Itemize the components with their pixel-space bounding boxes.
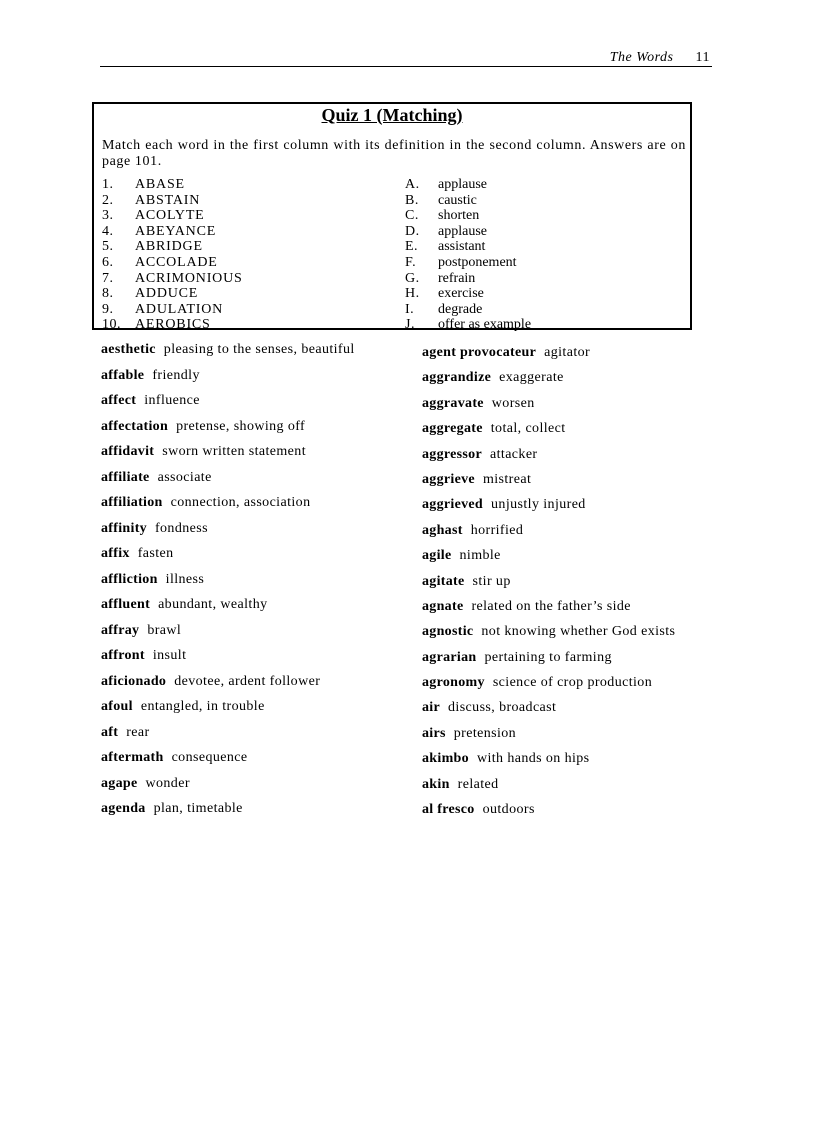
quiz-definition-row [405,177,531,193]
glossary-entry [422,726,717,742]
entry-definition: illness [165,571,205,587]
glossary-entry [422,421,717,437]
glossary-entry [101,776,391,792]
quiz-word: AEROBICS [135,317,211,333]
entry-definition: agitator [544,345,591,360]
entry-headword: aggrandize [422,370,492,386]
entry-headword: aggrieved [422,497,484,513]
glossary-entry [422,777,717,793]
entry-definition: rear [126,724,150,740]
quiz-definition: caustic [438,192,477,208]
entry-definition: fondness [154,520,208,536]
glossary-entry [101,623,391,639]
entry-definition: related [457,776,499,792]
quiz-definition-letter: G. [405,270,420,286]
entry-headword: affluent [101,597,151,612]
entry-headword: aggravate [422,395,484,411]
quiz-definition-letter: E. [405,239,419,255]
running-header [100,50,710,66]
entry-definition: stir up [472,573,511,589]
glossary-entry [422,548,717,564]
entry-definition: insult [152,648,187,663]
quiz-word-row [102,239,243,255]
glossary-entry [422,700,717,716]
glossary-right-column [422,345,717,827]
quiz-definition: degrade [438,301,483,317]
entry-definition: horrified [470,522,524,538]
quiz-word-row [102,255,243,271]
entry-headword: aggrieve [422,471,475,487]
glossary-entry [422,472,717,488]
quiz-definition: exercise [438,286,484,302]
quiz-word-number: 5. [102,239,114,255]
quiz-word-row [102,286,243,302]
quiz-definition-row [405,271,531,287]
entry-headword: affectation [101,418,169,434]
entry-definition: unjustly injured [491,497,586,513]
entry-definition: pretension [453,725,517,741]
entry-definition: worsen [491,395,535,411]
entry-definition: attacker [490,446,538,462]
glossary-entry [101,648,391,664]
quiz-word-row [102,193,243,209]
quiz-word: ACOLYTE [135,208,205,224]
quiz-definition: assistant [438,239,486,255]
entry-headword: affix [101,546,130,561]
entry-definition: related on the father’s side [471,598,631,614]
glossary-entry [101,674,391,690]
quiz-definition-column [405,177,531,333]
entry-headword: aficionado [101,673,167,689]
glossary-entry [422,497,717,513]
quiz-definition-letter: I. [405,301,415,317]
entry-headword: aghast [422,522,463,538]
glossary-entry [101,495,391,511]
quiz-word-number: 1. [102,177,114,192]
entry-headword: aggregate [422,421,483,437]
entry-definition: fasten [137,546,174,561]
entry-definition: with hands on hips [476,751,590,767]
quiz-word: ABEYANCE [135,223,217,239]
glossary-entry [101,572,391,588]
quiz-word-number: 9. [102,301,114,317]
quiz-word: ACRIMONIOUS [135,270,243,286]
glossary-entry [101,393,391,409]
quiz-word-number: 2. [102,192,114,208]
entry-definition: wonder [145,775,190,791]
entry-headword: agitate [422,573,465,589]
glossary-entry [101,521,391,537]
entry-headword: affable [101,367,145,383]
glossary-entry [422,574,717,590]
quiz-word-row [102,208,243,224]
entry-definition: not knowing whether God exists [481,624,676,640]
glossary-entry [101,342,391,358]
quiz-definition-letter: F. [405,254,417,270]
entry-headword: agronomy [422,675,485,691]
quiz-word-number: 10. [102,317,121,333]
entry-definition: entangled, in trouble [140,699,265,714]
quiz-word-number: 7. [102,270,114,286]
entry-definition: friendly [152,367,200,383]
glossary-entry [101,699,391,715]
quiz-definition-letter: C. [405,208,419,224]
quiz-word-row [102,271,243,287]
glossary-entry [422,802,717,818]
quiz-definition-row [405,317,531,333]
quiz-word-column [102,177,243,333]
glossary-entry [422,523,717,539]
entry-definition: connection, association [170,495,311,510]
quiz-definition-row [405,193,531,209]
entry-headword: affray [101,622,140,638]
page-number: 11 [695,50,710,65]
entry-headword: afoul [101,699,133,714]
quiz-definition-row [405,239,531,255]
quiz-definition: applause [438,177,487,192]
glossary-entry [101,801,391,817]
glossary-entry [422,370,717,386]
entry-headword: agnostic [422,624,474,640]
glossary-entry [422,447,717,463]
entry-headword: air [422,700,441,716]
entry-headword: al fresco [422,802,475,818]
entry-headword: affiliation [101,495,163,510]
glossary-entry [101,419,391,435]
glossary-entry [101,597,391,613]
entry-definition: discuss, broadcast [448,700,557,716]
glossary-entry [101,470,391,486]
entry-definition: devotee, ardent follower [174,673,321,689]
quiz-box [92,102,692,333]
quiz-instructions: Match each word in the first column with its definition in the second column. Answers are on page 101. [102,138,686,169]
quiz-word: ABRIDGE [135,239,203,255]
entry-headword: aggressor [422,446,482,462]
entry-headword: aesthetic [101,342,156,357]
section-title: The Words [609,50,674,65]
entry-headword: akimbo [422,751,469,767]
quiz-definition-letter: D. [405,223,420,239]
entry-definition: nimble [459,548,501,564]
quiz-definition-letter: A. [405,177,420,192]
glossary-entry [422,675,717,691]
quiz-word-number: 4. [102,223,114,239]
entry-definition: brawl [147,622,182,638]
entry-definition: mistreat [482,471,532,487]
glossary-entry [101,546,391,562]
glossary-entry [422,650,717,666]
entry-headword: agile [422,548,452,564]
quiz-word: ADULATION [135,301,224,317]
entry-headword: aft [101,724,119,740]
entry-definition: plan, timetable [153,801,243,816]
entry-headword: agent provocateur [422,345,537,360]
quiz-word: ABASE [135,177,185,192]
entry-definition: pertaining to farming [484,649,612,665]
entry-definition: sworn written statement [162,444,306,459]
entry-headword: affinity [101,520,147,536]
quiz-definition-letter: B. [405,192,419,208]
quiz-definition-row [405,255,531,271]
entry-headword: agape [101,775,138,791]
quiz-word-row [102,302,243,318]
entry-headword: agnate [422,598,464,614]
entry-headword: affront [101,648,145,663]
quiz-word-row [102,317,243,333]
quiz-word: ADDUCE [135,286,199,302]
entry-definition: pretense, showing off [176,418,306,434]
entry-headword: aftermath [101,750,164,765]
entry-definition: exaggerate [499,370,564,386]
glossary-entry [101,750,391,766]
glossary-entry [422,396,717,412]
quiz-definition: refrain [438,270,476,286]
glossary-entry [422,624,717,640]
quiz-word: ABSTAIN [135,192,201,208]
entry-headword: airs [422,725,446,741]
glossary-entry [422,751,717,767]
entry-headword: affliction [101,571,158,587]
entry-definition: total, collect [490,421,566,437]
quiz-definition-row [405,224,531,240]
entry-headword: affect [101,393,137,408]
quiz-word-number: 3. [102,208,114,224]
quiz-definition-letter: J. [405,317,415,333]
entry-headword: akin [422,776,450,792]
quiz-definition-row [405,286,531,302]
entry-headword: agenda [101,801,146,816]
entry-definition: science of crop production [492,675,653,691]
glossary-left-column [101,342,391,827]
quiz-word: ACCOLADE [135,254,218,270]
entry-definition: outdoors [482,802,535,818]
entry-definition: influence [144,393,200,408]
quiz-definition-row [405,302,531,318]
quiz-definition: shorten [438,208,480,224]
quiz-title: Quiz 1 (Matching) [321,105,463,125]
entry-headword: affidavit [101,444,155,459]
entry-headword: agrarian [422,649,477,665]
entry-definition: pleasing to the senses, beautiful [163,342,355,357]
quiz-word-number: 6. [102,254,114,270]
glossary-entry [422,599,717,615]
quiz-definition-letter: H. [405,286,420,302]
quiz-definition: offer as example [438,317,532,333]
quiz-definition: postponement [438,254,517,270]
quiz-definition: applause [438,223,487,239]
glossary-entry [422,345,717,361]
quiz-definition-row [405,208,531,224]
glossary-entry [101,444,391,460]
entry-definition: associate [157,469,212,485]
glossary-entry [101,368,391,384]
glossary-entry [101,725,391,741]
quiz-word-row [102,224,243,240]
quiz-word-row [102,177,243,193]
entry-definition: consequence [171,750,248,765]
entry-headword: affiliate [101,469,150,485]
quiz-word-number: 8. [102,286,114,302]
entry-definition: abundant, wealthy [158,597,268,612]
header-rule [100,66,712,67]
